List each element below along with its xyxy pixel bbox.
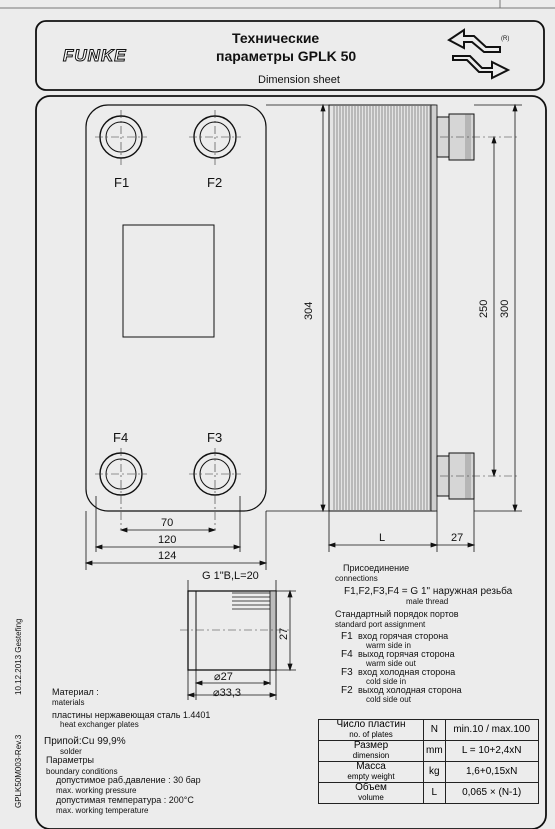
fitting-dim-outer: ⌀33,3 (213, 687, 242, 699)
dim-304: 304 (303, 301, 315, 320)
spec-label-weight: Масса empty weight (319, 762, 424, 783)
side-note-date: 10.12.2013 Gestefing (14, 618, 23, 695)
plates-material-en: heat exchanger plates (60, 720, 139, 729)
spec-label-volume: Объем volume (319, 783, 424, 804)
port-code-f3: F3 (341, 667, 353, 678)
port-desc-en-f3: cold side in (366, 677, 407, 686)
table-row (319, 741, 539, 762)
registered-mark: (R) (501, 36, 510, 42)
port-label-f2: F2 (207, 175, 223, 190)
connections-line: F1,F2,F3,F4 = G 1" наружная резьба (344, 586, 513, 597)
port-desc-f4: выход горячая сторона (358, 649, 455, 659)
port-code-f1: F1 (341, 631, 353, 642)
solder-material-en: solder (60, 747, 82, 756)
table-row (319, 783, 539, 804)
side-note-doc: GPLK50M003-Rev.3 (14, 734, 23, 808)
spec-unit-weight: kg (424, 762, 446, 783)
front-plate (86, 105, 266, 511)
port-desc-en-f2: cold side out (366, 695, 411, 704)
fitting-dim-27: 27 (278, 627, 290, 640)
params-heading-en: boundary conditions (46, 767, 118, 776)
connections-heading: Присоединение (343, 563, 410, 573)
spec-unit-volume: L (424, 783, 446, 804)
pipe-logo-icon (449, 30, 508, 78)
connections-line-en: male thread (406, 597, 449, 606)
port-desc-en-f1: warm side in (366, 641, 411, 650)
dim-L: L (379, 532, 386, 544)
dim-27-side: 27 (451, 532, 464, 544)
title-line-2: параметры GPLK 50 (216, 48, 357, 64)
port-code-f4: F4 (341, 649, 353, 660)
connections-heading-en: connections (335, 574, 378, 583)
title-line-1: Технические (232, 30, 320, 46)
spec-value-volume: 0,065 × (N-1) (445, 783, 538, 804)
brand-logo: FUNKE (63, 46, 127, 65)
port-desc-en-f4: warm side out (366, 659, 416, 668)
materials-heading: Материал : (52, 687, 99, 697)
dim-124: 124 (158, 550, 177, 562)
front-label-window (123, 225, 214, 337)
port-desc-f1: вход горячая сторона (358, 631, 449, 641)
spec-unit-plates: N (424, 720, 446, 741)
subtitle: Dimension sheet (258, 74, 340, 86)
spec-value-weight: 1,6+0,15xN (445, 762, 538, 783)
spec-label-dimension: Размер dimension (319, 741, 424, 762)
port-label-f3: F3 (207, 430, 223, 445)
port-code-f2: F2 (341, 685, 353, 696)
fitting-thread-label: G 1"B,L=20 (202, 570, 259, 582)
fitting-dim-inner: ⌀27 (214, 671, 233, 683)
std-assignment: Стандартный порядок портов (335, 609, 459, 619)
port-label-f4: F4 (113, 430, 129, 445)
spec-label-plates: Число пластин no. of plates (319, 720, 424, 741)
params-heading: Параметры (46, 755, 94, 765)
table-row (319, 720, 539, 741)
spec-value-plates: min.10 / max.100 (445, 720, 538, 741)
port-label-f1: F1 (114, 175, 130, 190)
table-row (319, 762, 539, 783)
fitting-body (188, 591, 276, 670)
spec-value-dimension: L = 10+2,4xN (445, 741, 538, 762)
temp-param: допустимая температура : 200°C (56, 795, 194, 805)
plates-material: пластины нержавеющая сталь 1.4401 (52, 710, 211, 720)
dim-300: 300 (499, 299, 511, 318)
port-desc-f3: вход холодная сторона (358, 667, 456, 677)
spec-unit-dimension: mm (424, 741, 446, 762)
port-desc-f2: выход холодная сторона (358, 685, 462, 695)
dim-250: 250 (478, 299, 490, 318)
materials-heading-en: materials (52, 698, 85, 707)
dim-70: 70 (161, 517, 174, 529)
spec-table (318, 719, 539, 804)
dim-120: 120 (158, 534, 177, 546)
solder-material: Припой:Cu 99,9% (44, 736, 126, 747)
pressure-param-en: max. working pressure (56, 786, 137, 795)
pressure-param: допустимое раб.давление : 30 бар (56, 775, 201, 785)
temp-param-en: max. working temperature (56, 806, 149, 815)
std-assignment-en: standard port assignment (335, 620, 426, 629)
